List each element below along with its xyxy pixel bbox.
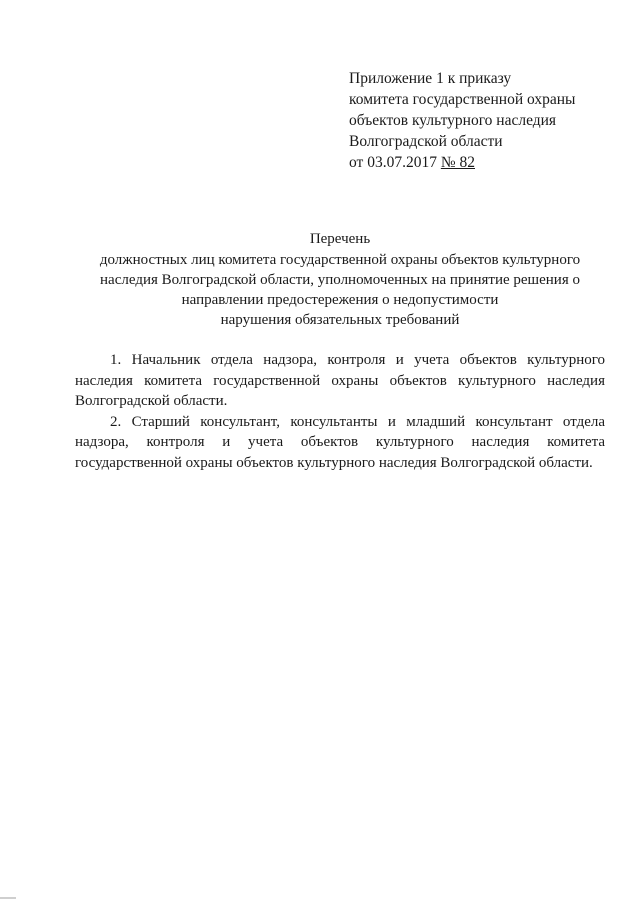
appendix-date-line xyxy=(349,152,609,173)
appendix-date: от 03.07.2017 xyxy=(349,154,441,171)
list-item-2: 2. Старший консультант, консультанты и младший консультант отдела надзора, контроля и учета объектов культурного наследия комитета государственной охраны объектов культурного наследия Волгоградской области. xyxy=(75,413,605,471)
appendix-line-1: Приложение 1 к приказу xyxy=(349,70,512,87)
appendix-block xyxy=(349,68,609,173)
heading-line-4: нарушения обязательных требований xyxy=(220,312,460,328)
appendix-line-3: объектов культурного наследия xyxy=(349,112,557,129)
heading-title: Перечень xyxy=(309,231,371,247)
appendix-line-4: Волгоградской области xyxy=(349,133,503,150)
appendix-line-2: комитета государственной охраны xyxy=(349,91,576,108)
heading-line-2: наследия Волгоградской области, уполномоченных на принятие решения о xyxy=(100,272,580,288)
document-heading xyxy=(60,229,620,330)
list-item-1: 1. Начальник отдела надзора, контроля и учета объектов культурного наследия комитета государственной охраны объектов культурного наследия Волгоградской области. xyxy=(75,352,605,409)
scan-edge-mark xyxy=(0,897,16,899)
heading-line-1: должностных лиц комитета государственной охраны объектов культурного xyxy=(99,252,581,268)
appendix-order-number: № 82 xyxy=(440,154,475,171)
document-body xyxy=(75,350,605,473)
heading-line-3: направлении предостережения о недопустимости xyxy=(181,292,499,308)
